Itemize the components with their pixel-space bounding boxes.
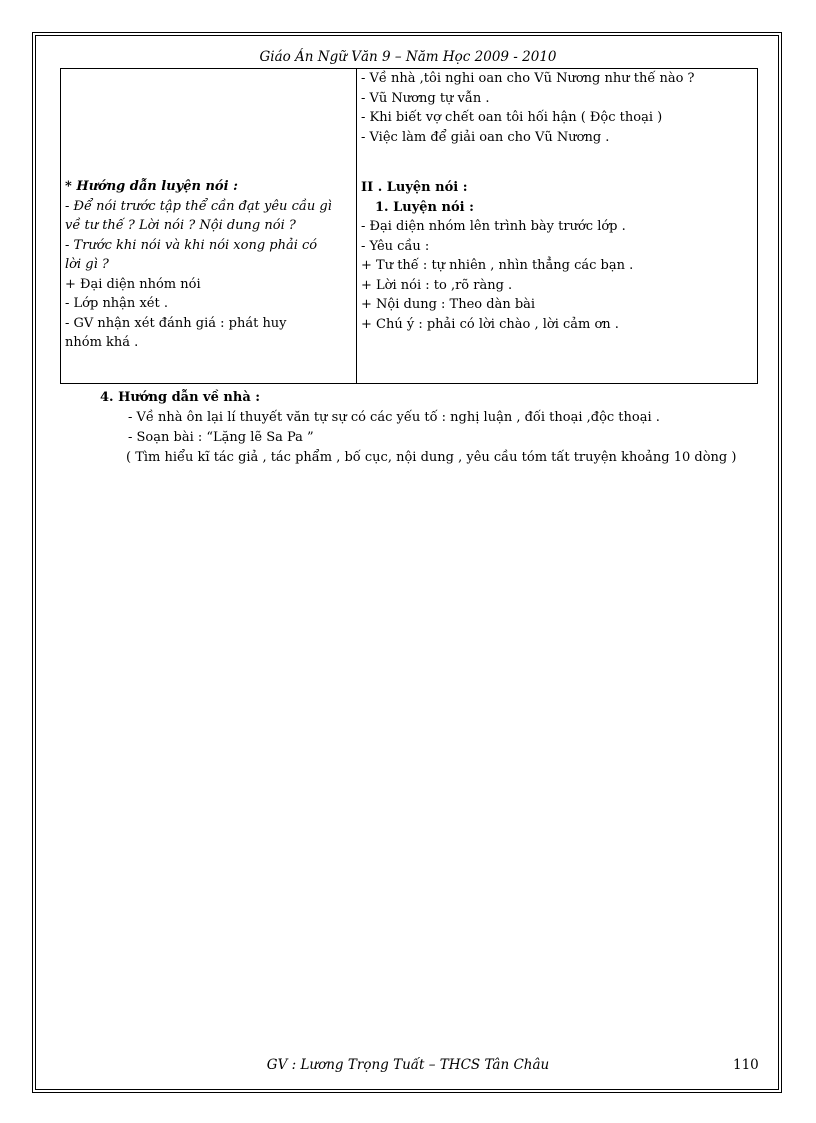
story-outline-line: - Về nhà ,tôi nghi oan cho Vũ Nương như thế nào ?: [361, 71, 695, 86]
question-line: - Để nói trước tập thể cần đạt yêu cầu gì: [65, 198, 332, 214]
story-outline-line: - Việc làm để giải oan cho Vũ Nương .: [361, 129, 610, 145]
homework-item: - Về nhà ôn lại lí thuyết văn tự sự có các yếu tố : nghị luận , đối thoại ,độc thoại .: [128, 410, 660, 425]
homework-section: [100, 388, 736, 468]
page-footer: GV : Lương Trọng Tuất – THCS Tân Châu: [266, 1057, 550, 1073]
section-title: II . Luyện nói :: [361, 180, 468, 195]
activity-line: - Lớp nhận xét .: [65, 296, 168, 311]
question-line: - Trước khi nói và khi nói xong phải có: [65, 237, 318, 253]
content-cell: [357, 69, 758, 384]
story-outline-line: - Vũ Nương tự vẫn .: [361, 90, 490, 106]
page-header: Giáo Án Ngữ Văn 9 – Năm Học 2009 - 2010: [259, 49, 557, 65]
teacher-activity-cell: [61, 69, 357, 384]
page-number: 110: [733, 1057, 759, 1073]
content-line: + Tư thế : tự nhiên , nhìn thẳng các bạn .: [361, 258, 634, 273]
lesson-table: [60, 68, 758, 384]
homework-title: 4. Hướng dẫn về nhà :: [100, 390, 261, 405]
content-line: - Đại diện nhóm lên trình bày trước lớp .: [361, 219, 626, 234]
homework-note: ( Tìm hiểu kĩ tác giả , tác phẩm , bố cục, nội dung , yêu cầu tóm tất truyện khoảng 10 dòng ): [126, 450, 737, 465]
content-line: - Yêu cầu :: [361, 238, 430, 254]
activity-line: - GV nhận xét đánh giá : phát huy: [65, 315, 287, 331]
story-outline-line: - Khi biết vợ chết oan tôi hối hận ( Độc thoại ): [361, 110, 663, 125]
homework-item: - Soạn bài : “Lặng lẽ Sa Pa ”: [128, 430, 314, 445]
content-line: + Chú ý : phải có lời chào , lời cảm ơn .: [361, 316, 619, 332]
activity-line: + Đại diện nhóm nói: [65, 276, 201, 292]
question-line: về tư thế ? Lời nói ? Nội dung nói ?: [65, 218, 296, 233]
subsection-title: 1. Luyện nói :: [375, 199, 474, 215]
speaking-guide-heading: * Hướng dẫn luyện nói :: [65, 179, 238, 194]
content-line: + Lời nói : to ,rõ ràng .: [361, 277, 513, 293]
content-line: + Nội dung : Theo dàn bài: [361, 297, 536, 312]
question-line: lời gì ?: [65, 257, 109, 272]
activity-line: nhóm khá .: [65, 335, 139, 350]
